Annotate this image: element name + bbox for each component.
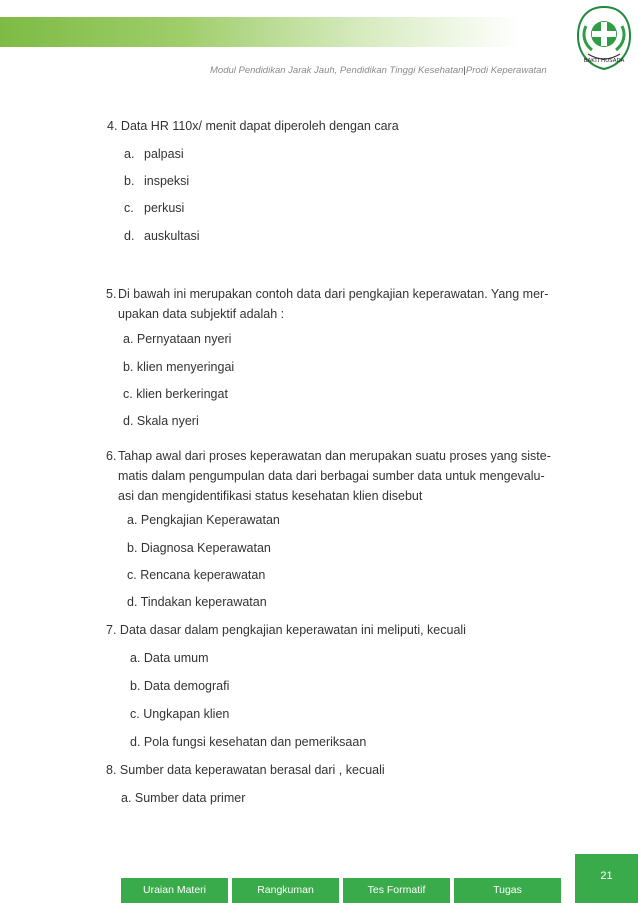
tab-tugas[interactable]: Tugas bbox=[454, 878, 561, 903]
option-7c: c. Ungkapan klien bbox=[130, 707, 230, 721]
option-4d bbox=[124, 229, 200, 243]
option-6a: a. Pengkajian Keperawatan bbox=[127, 513, 280, 527]
option-4a bbox=[124, 147, 184, 161]
question-8 bbox=[106, 763, 385, 777]
tab-tes-formatif[interactable]: Tes Formatif bbox=[343, 878, 450, 903]
question-number: 6. bbox=[106, 449, 117, 463]
option-6b: b. Diagnosa Keperawatan bbox=[127, 541, 271, 555]
question-line: upakan data subjektif adalah : bbox=[118, 307, 285, 321]
question-line: Di bawah ini merupakan contoh data dari pengkajian keperawatan. Yang mer- bbox=[118, 287, 549, 301]
option-5d: d. Skala nyeri bbox=[123, 414, 199, 428]
option-text: auskultasi bbox=[144, 229, 200, 243]
question-5 bbox=[106, 284, 548, 324]
option-4b bbox=[124, 174, 189, 188]
header-separator: | bbox=[463, 65, 466, 76]
page-number: 21 bbox=[600, 870, 613, 882]
option-label: c. bbox=[124, 201, 134, 215]
option-8a: a. Sumber data primer bbox=[121, 791, 246, 805]
option-6c: c. Rencana keperawatan bbox=[127, 568, 266, 582]
question-text: Sumber data keperawatan berasal dari , kecuali bbox=[119, 763, 385, 777]
question-4 bbox=[107, 119, 399, 133]
option-6d: d. Tindakan keperawatan bbox=[127, 595, 267, 609]
question-number: 4. bbox=[107, 119, 118, 133]
option-text: perkusi bbox=[144, 201, 185, 215]
running-header bbox=[210, 65, 547, 76]
question-line: Tahap awal dari proses keperawatan dan merupakan suatu proses yang siste- bbox=[118, 449, 551, 463]
bakti-husada-logo-icon bbox=[572, 4, 636, 72]
option-5a: a. Pernyataan nyeri bbox=[123, 332, 232, 346]
page-number-box bbox=[575, 854, 638, 903]
option-5c: c. klien berkeringat bbox=[123, 387, 228, 401]
option-7b: b. Data demografi bbox=[130, 679, 230, 693]
question-line: matis dalam pengumpulan data dari berbagai sumber data untuk mengevalu- bbox=[118, 469, 545, 483]
tab-rangkuman[interactable]: Rangkuman bbox=[232, 878, 339, 903]
question-number: 5. bbox=[106, 287, 117, 301]
logo-text: BAKTI HUSADA bbox=[583, 58, 625, 64]
question-number: 8. bbox=[106, 763, 117, 777]
option-4c bbox=[124, 201, 184, 215]
question-text: Data HR 110x/ menit dapat diperoleh dengan cara bbox=[120, 119, 399, 133]
option-text: palpasi bbox=[144, 147, 184, 161]
option-label: a. bbox=[124, 147, 135, 161]
option-5b: b. klien menyeringai bbox=[123, 360, 235, 374]
module-title: Modul Pendidikan Jarak Jauh, Pendidikan Tinggi Kesehatan bbox=[210, 65, 464, 76]
program-name: Prodi Keperawatan bbox=[465, 65, 547, 76]
option-label: d. bbox=[124, 229, 135, 243]
option-7d: d. Pola fungsi kesehatan dan pemeriksaan bbox=[130, 735, 367, 749]
question-6 bbox=[106, 446, 551, 506]
tab-uraian-materi[interactable]: Uraian Materi bbox=[121, 878, 228, 903]
question-line: asi dan mengidentifikasi status kesehatan klien disebut bbox=[118, 489, 423, 503]
option-7a: a. Data umum bbox=[130, 651, 209, 665]
option-text: inspeksi bbox=[144, 174, 190, 188]
question-7 bbox=[106, 623, 466, 637]
header-gradient-bar bbox=[0, 17, 520, 47]
question-number: 7. bbox=[106, 623, 117, 637]
option-label: b. bbox=[124, 174, 135, 188]
question-text: Data dasar dalam pengkajian keperawatan ini meliputi, kecuali bbox=[119, 623, 466, 637]
